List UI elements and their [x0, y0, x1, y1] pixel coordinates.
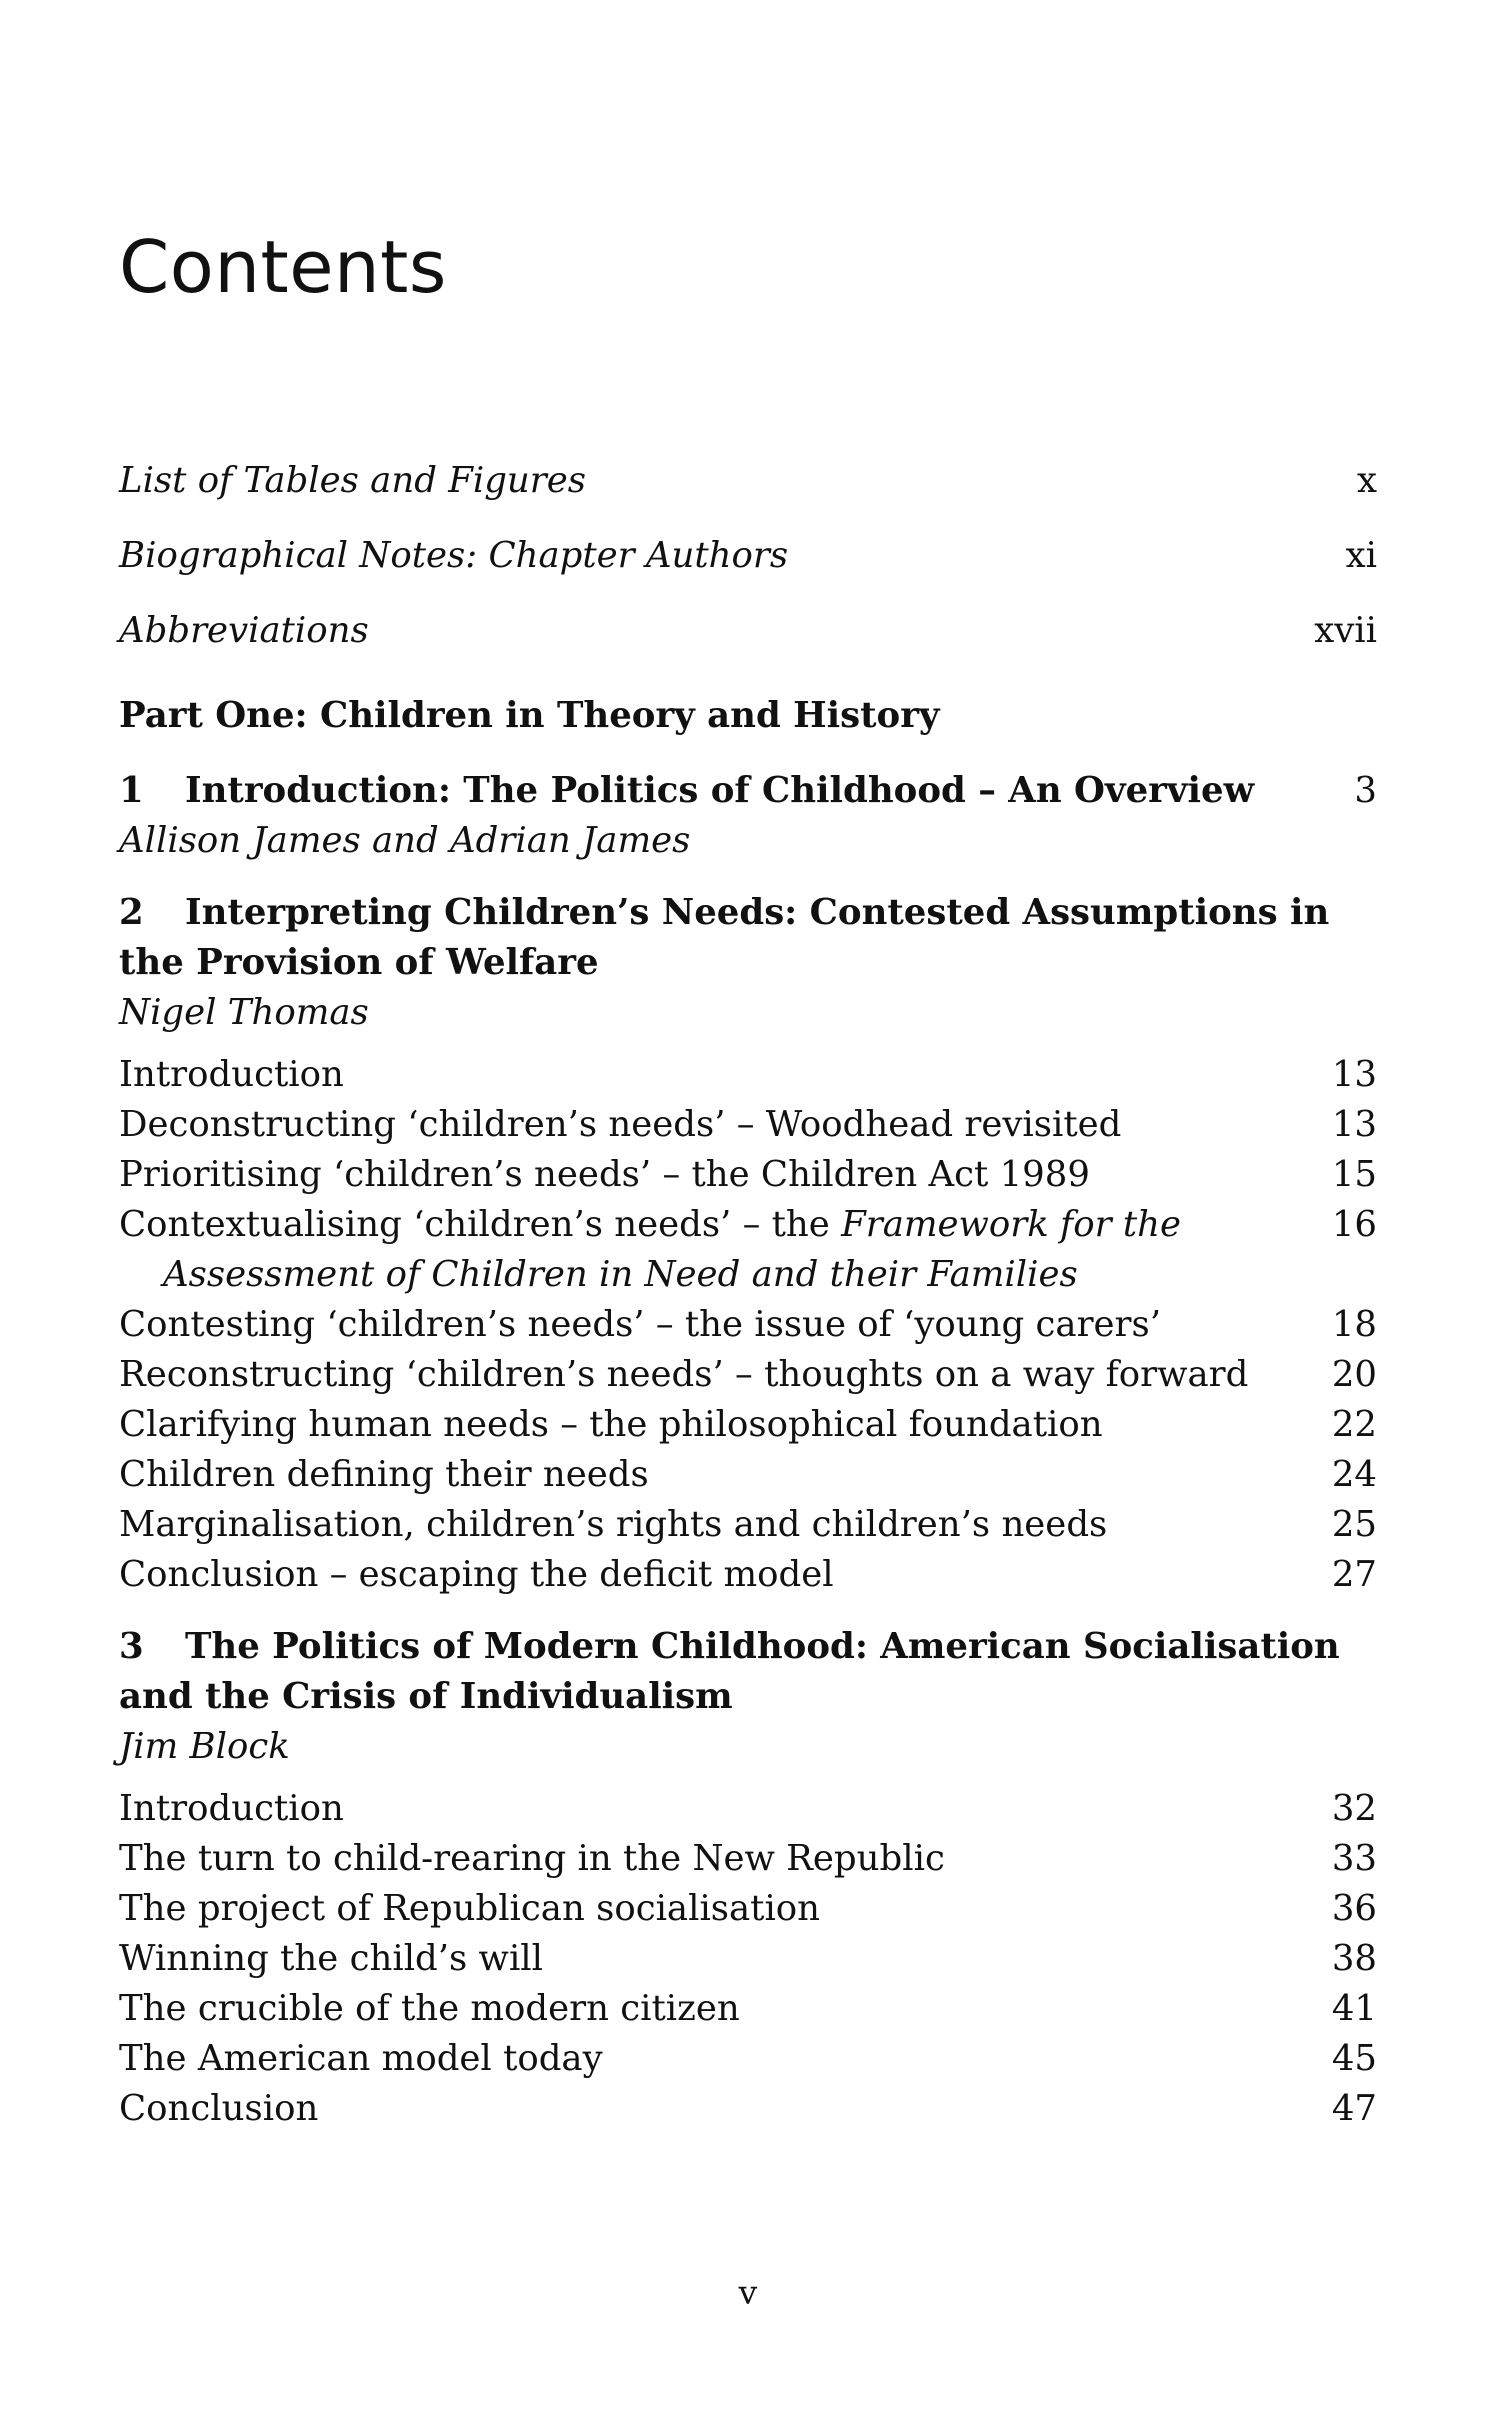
chapter-1	[119, 766, 1377, 866]
section-label: The crucible of the modern citizen	[119, 1988, 740, 2029]
toc-entry-page: xvii	[1314, 610, 1377, 651]
chapter-title: Interpreting Children’s Needs: Contested Assumptions in the Provision of Welfare	[119, 892, 1330, 983]
section-label: The project of Republican socialisation	[119, 1888, 821, 1929]
section-entry	[119, 1200, 1377, 1300]
section-label: Reconstructing ‘children’s needs’ – thoughts on a way forward	[119, 1354, 1249, 1395]
chapter-number: 1	[119, 770, 144, 811]
section-page: 20	[1331, 1354, 1377, 1395]
section-page: 47	[1331, 2088, 1377, 2129]
section-label: Winning the child’s will	[119, 1938, 544, 1979]
chapter-title-row	[119, 888, 1377, 988]
section-page: 16	[1331, 1204, 1377, 1245]
chapter-authors: Allison James and Adrian James	[119, 820, 691, 861]
book-page	[119, 0, 1377, 2421]
page-number-folio: v	[738, 2273, 758, 2312]
section-label-multiline	[119, 1200, 1332, 1300]
section-label: Contextualising ‘children’s needs’ – the	[119, 1204, 842, 1245]
section-page: 36	[1331, 1888, 1377, 1929]
section-label: Contesting ‘children’s needs’ – the issue of ‘young carers’	[119, 1304, 1162, 1345]
chapter-title-wrap	[119, 1622, 1377, 1722]
section-label: Introduction	[119, 1054, 344, 1095]
chapter-3	[119, 1622, 1377, 2134]
chapter-number: 2	[119, 892, 144, 933]
toc-entry-label: Abbreviations	[119, 610, 369, 651]
section-entry	[119, 1500, 1377, 1550]
section-label: The turn to child-rearing in the New Republic	[119, 1838, 945, 1879]
toc-entry-label: List of Tables and Figures	[119, 460, 586, 501]
section-entry	[119, 1350, 1377, 1400]
section-label: Deconstructing ‘children’s needs’ – Woodhead revisited	[119, 1104, 1122, 1145]
section-page: 32	[1331, 1788, 1377, 1829]
toc-entry-list-of-tables	[119, 443, 1377, 518]
chapter-title-wrap	[119, 766, 1254, 816]
section-page: 15	[1331, 1154, 1377, 1195]
page-title: Contents	[119, 225, 447, 310]
section-page: 41	[1331, 1988, 1377, 2029]
front-matter-list	[119, 443, 1377, 668]
part-heading: Part One: Children in Theory and History	[119, 695, 940, 736]
section-label: Children defining their needs	[119, 1454, 649, 1495]
section-entry	[119, 1884, 1377, 1934]
toc-entry-biographical-notes	[119, 518, 1377, 593]
section-page: 13	[1331, 1054, 1377, 1095]
toc-entry-abbreviations	[119, 593, 1377, 668]
section-label: Conclusion	[119, 2088, 319, 2129]
section-entry	[119, 1300, 1377, 1350]
section-label: The American model today	[119, 2038, 603, 2079]
section-label: Prioritising ‘children’s needs’ – the Children Act 1989	[119, 1154, 1090, 1195]
section-entry	[119, 2034, 1377, 2084]
section-entry	[119, 1100, 1377, 1150]
section-label: Introduction	[119, 1788, 344, 1829]
chapter-title-row	[119, 766, 1377, 816]
chapter-number: 3	[119, 1626, 144, 1667]
section-entry	[119, 1984, 1377, 2034]
chapter-authors: Jim Block	[119, 1726, 290, 1767]
chapter-sections	[119, 1050, 1377, 1600]
section-entry	[119, 1550, 1377, 1600]
section-page: 38	[1331, 1938, 1377, 1979]
section-page: 33	[1331, 1838, 1377, 1879]
toc-entry-label: Biographical Notes: Chapter Authors	[119, 535, 789, 576]
section-page: 45	[1331, 2038, 1377, 2079]
toc-entry-page: xi	[1345, 535, 1377, 576]
section-entry	[119, 1934, 1377, 1984]
section-entry	[119, 1050, 1377, 1100]
chapter-authors: Nigel Thomas	[119, 992, 369, 1033]
section-page: 18	[1331, 1304, 1377, 1345]
section-page: 22	[1331, 1404, 1377, 1445]
chapter-title-wrap	[119, 888, 1377, 988]
section-entry	[119, 1834, 1377, 1884]
section-entry	[119, 1784, 1377, 1834]
chapter-title: Introduction: The Politics of Childhood – An Overview	[185, 770, 1255, 811]
chapter-2	[119, 888, 1377, 1600]
toc-entry-page: x	[1356, 460, 1377, 501]
chapter-sections	[119, 1784, 1377, 2134]
section-page: 27	[1331, 1554, 1377, 1595]
section-entry	[119, 2084, 1377, 2134]
chapter-title: The Politics of Modern Childhood: American Socialisation and the Crisis of Individualism	[119, 1626, 1340, 1717]
section-label: Conclusion – escaping the deficit model	[119, 1554, 834, 1595]
section-page: 13	[1331, 1104, 1377, 1145]
section-page: 24	[1331, 1454, 1377, 1495]
section-entry	[119, 1150, 1377, 1200]
section-entry	[119, 1400, 1377, 1450]
chapter-page: 3	[1354, 770, 1377, 811]
section-label-italic: Framework for the	[841, 1204, 1181, 1245]
section-entry	[119, 1450, 1377, 1500]
section-label: Marginalisation, children’s rights and children’s needs	[119, 1504, 1108, 1545]
section-label: Clarifying human needs – the philosophical foundation	[119, 1404, 1103, 1445]
table-of-contents	[119, 443, 1377, 2156]
section-label-continuation: Assessment of Children in Need and their Families	[163, 1254, 1078, 1295]
chapter-title-row	[119, 1622, 1377, 1722]
section-page: 25	[1331, 1504, 1377, 1545]
